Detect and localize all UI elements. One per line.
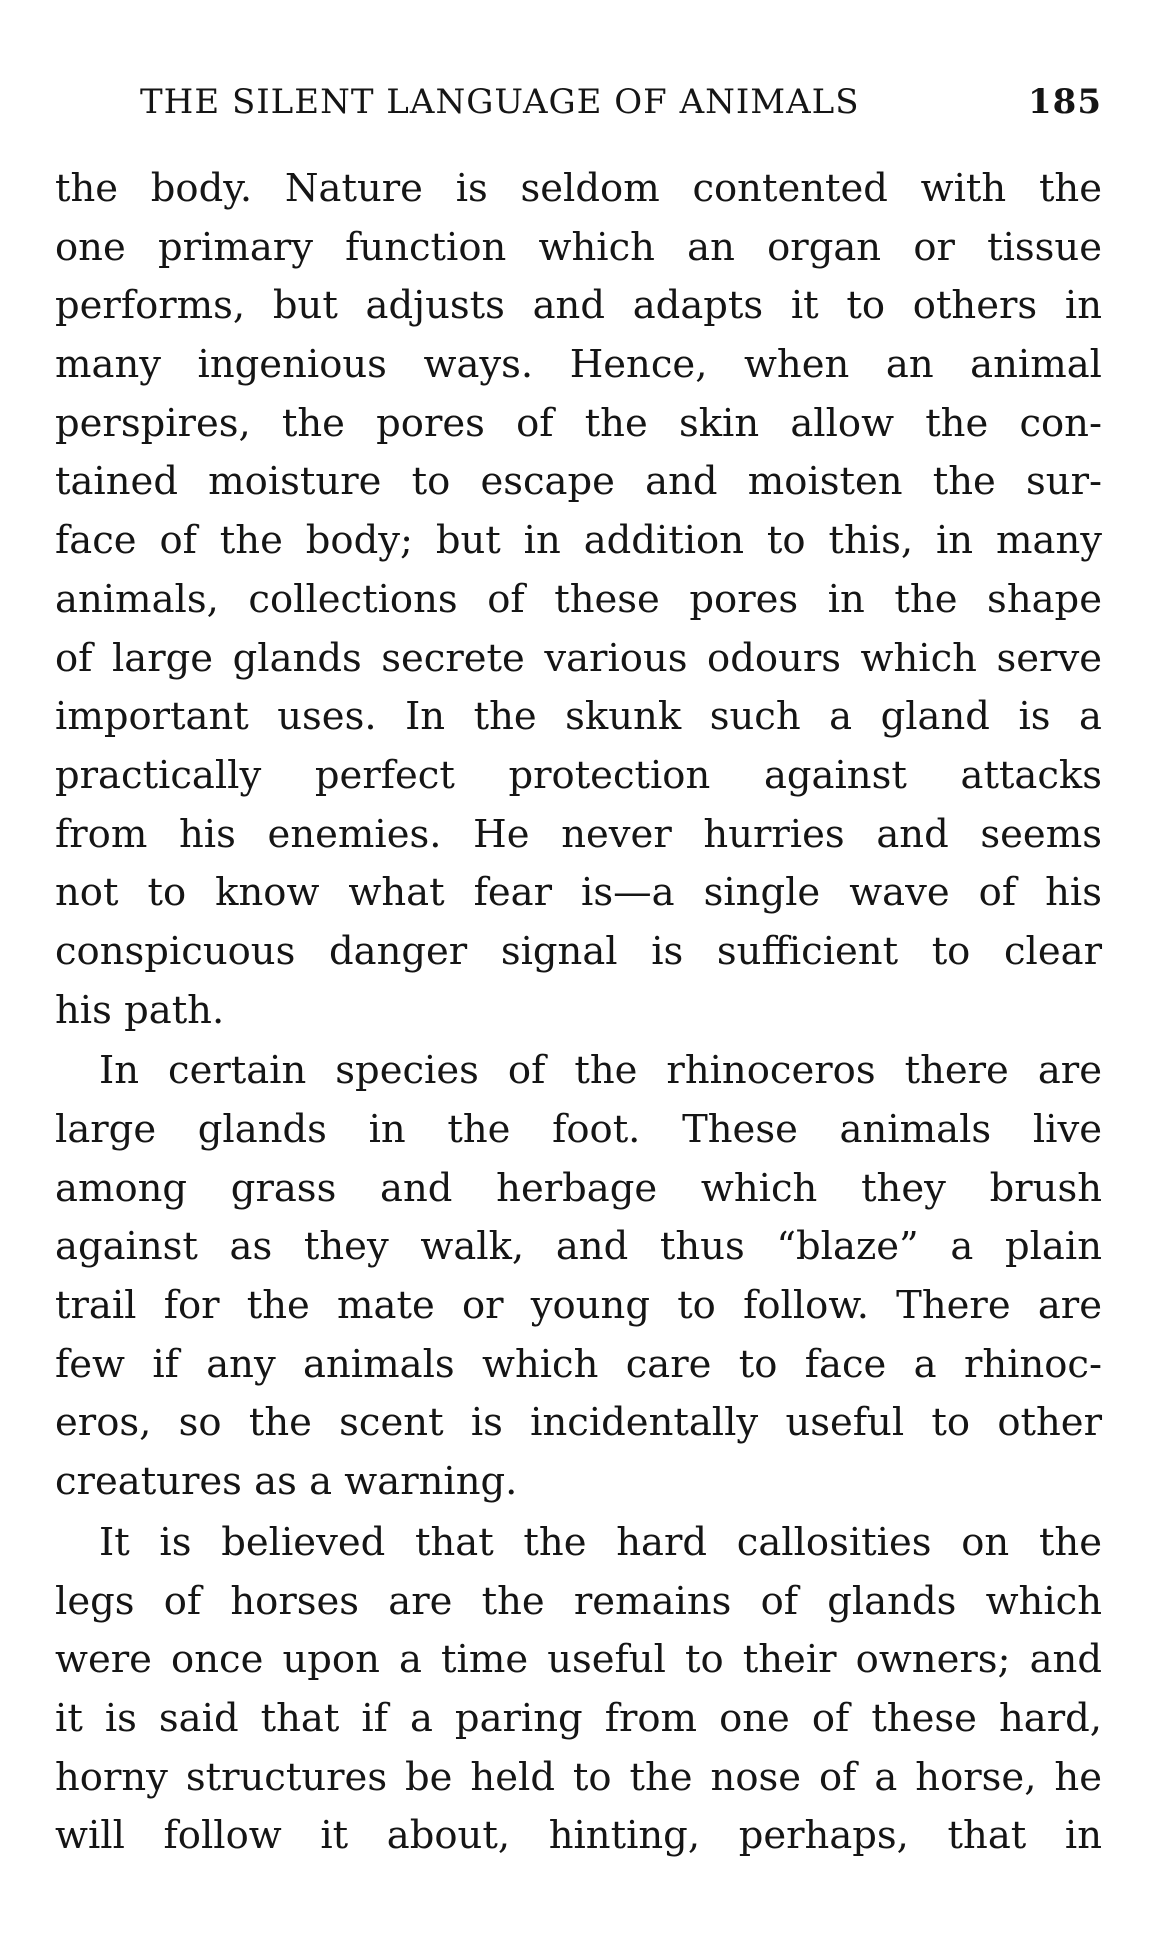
text-line: among grass and herbage which they brush: [55, 1165, 1102, 1211]
text-line: eros, so the scent is incidentally useful to other: [55, 1400, 1102, 1446]
paragraph-3: [55, 1514, 1102, 1866]
text-line: from his enemies. He never hurries and seems: [55, 811, 1102, 857]
paragraph-1: [55, 160, 1102, 1040]
text-line: one primary function which an organ or tissue: [55, 224, 1102, 270]
text-line: In certain species of the rhinoceros there are: [99, 1048, 1102, 1094]
text-line: the body. Nature is seldom contented with the: [55, 166, 1102, 211]
text-line: against as they walk, and thus “blaze” a plain: [55, 1224, 1102, 1270]
text-line: conspicuous danger signal is sufficient to clear: [55, 928, 1102, 974]
text-line: his path.: [55, 987, 225, 1033]
text-line: practically perfect protection against attacks: [55, 752, 1102, 798]
body-text: [55, 160, 1102, 1866]
text-line: performs, but adjusts and adapts it to others in: [55, 283, 1102, 329]
running-title: THE SILENT LANGUAGE OF ANIMALS: [140, 82, 860, 122]
text-line: trail for the mate or young to follow. There are: [55, 1283, 1102, 1329]
page-number: 185: [1028, 82, 1102, 122]
text-line: many ingenious ways. Hence, when an animal: [55, 342, 1102, 388]
text-line: horny structures be held to the nose of a horse, he: [55, 1754, 1102, 1800]
text-line: face of the body; but in addition to this, in many: [55, 518, 1102, 564]
text-line: creatures as a warning.: [55, 1459, 518, 1505]
running-head: [140, 82, 1102, 132]
text-line: were once upon a time useful to their owners; and: [55, 1637, 1102, 1683]
text-line: not to know what fear is—a single wave of his: [55, 870, 1102, 916]
text-line: of large glands secrete various odours which serve: [55, 635, 1102, 681]
text-line: animals, collections of these pores in the shape: [55, 576, 1102, 622]
text-line: it is said that if a paring from one of these hard,: [55, 1695, 1102, 1741]
text-line: few if any animals which care to face a rhinoc-: [55, 1341, 1102, 1387]
text-line: It is believed that the hard callosities on the: [99, 1519, 1102, 1565]
paragraph-2: [55, 1042, 1102, 1512]
text-line: important uses. In the skunk such a gland is a: [55, 694, 1102, 740]
text-line: perspires, the pores of the skin allow the con-: [55, 400, 1102, 446]
text-line: tained moisture to escape and moisten the sur-: [55, 459, 1102, 505]
text-line: will follow it about, hinting, perhaps, that in: [55, 1813, 1102, 1859]
text-line: large glands in the foot. These animals live: [55, 1107, 1102, 1152]
text-line: legs of horses are the remains of glands which: [55, 1578, 1102, 1624]
